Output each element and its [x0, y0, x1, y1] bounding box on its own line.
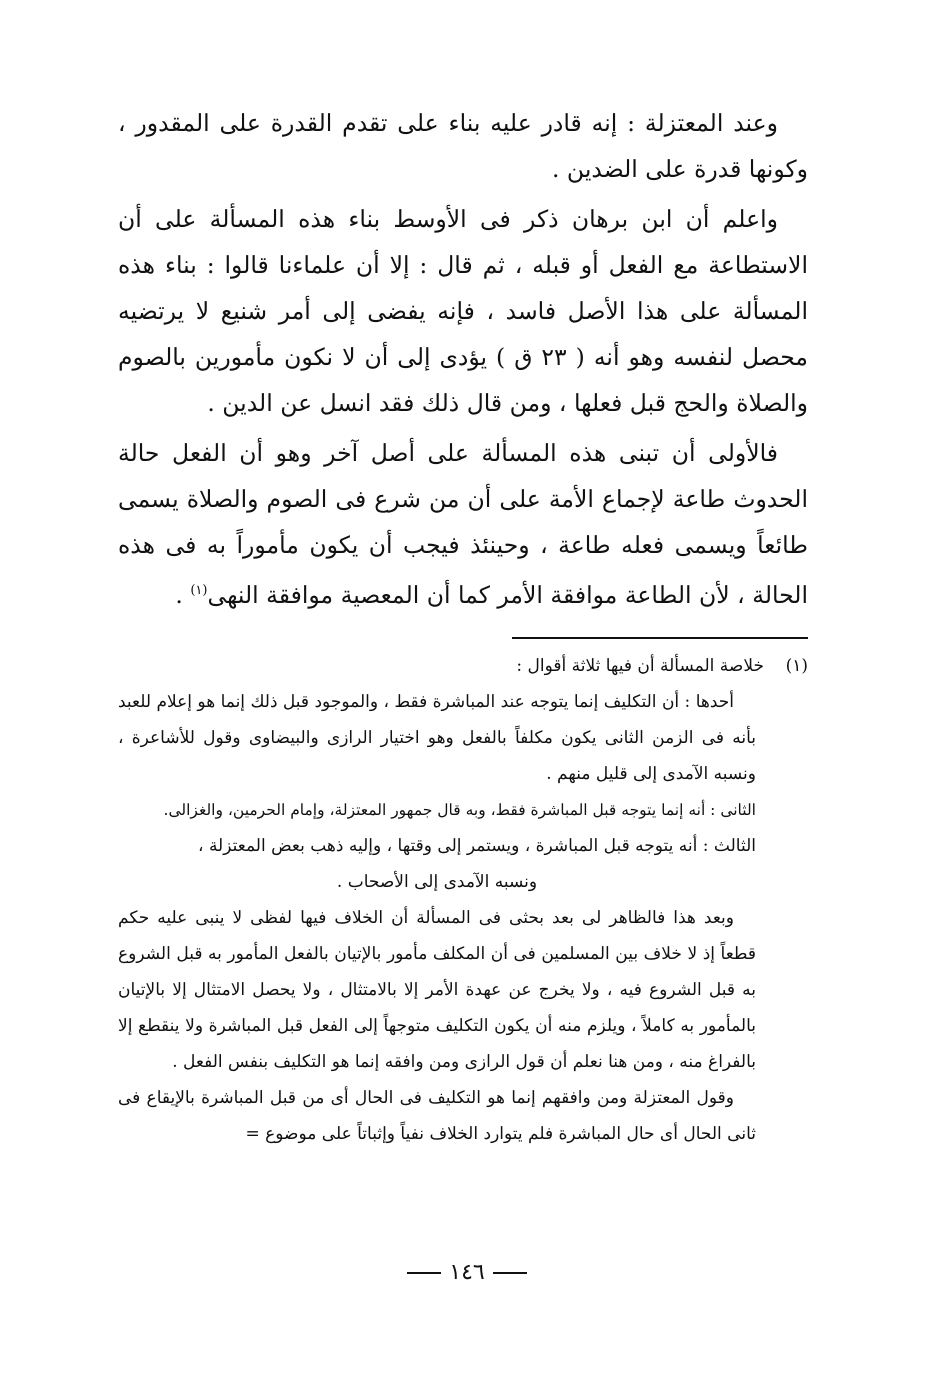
main-text [118, 100, 808, 618]
footnote-heading-row [118, 648, 808, 684]
footnote-body [118, 684, 808, 1152]
footnote-reference[interactable]: (١) [190, 583, 208, 598]
footnote-separator [512, 637, 808, 639]
paragraph-3 [118, 430, 808, 618]
footnote-conclusion: وقول المعتزلة ومن وافقهم إنما هو التكليف فى الحال أى من قبل المباشرة بالإيقاع فى ثانى الحال أى حال المباشرة فلم يتوارد الخلاف نفياً وإثباتاً على موضوع = [118, 1088, 756, 1144]
page-number [0, 1260, 934, 1285]
footnote-second-opinion: الثانى : أنه إنما يتوجه قبل المباشرة فقط، وبه قال جمهور المعتزلة، وإمام الحرمين، والغزالى. [163, 801, 756, 819]
paragraph-2: واعلم أن ابن برهان ذكر فى الأوسط بناء هذه المسألة على أن الاستطاعة مع الفعل أو قبله ، ثم قال : إلا أن علماءنا قالوا : بناء هذه المسألة على هذا الأصل فاسد ، فإنه يفضى إلى أمر شنيع لا يرتضيه محصل لنفسه وهو أنه ( ٢٣ ق ) يؤدى إلى أن لا نكون مأمورين بالصوم والصلاة والحج قبل فعلها ، ومن قال ذلك فقد انسل عن الدين . [118, 205, 808, 417]
footnote-heading: خلاصة المسألة أن فيها ثلاثة أقوال : [516, 656, 764, 676]
page-number-text: ١٤٦ [449, 1260, 485, 1285]
page-number-dash-right [407, 1272, 441, 1274]
paragraph-1: وعند المعتزلة : إنه قادر عليه بناء على تقدم القدرة على المقدور ، وكونها قدرة على الضدين . [118, 109, 808, 183]
footnote-third-opinion: الثالث : أنه يتوجه قبل المباشرة ، ويستمر إلى وقتها ، وإليه ذهب بعض المعتزلة ، [198, 836, 756, 856]
footnote-third-opinion-end: ونسبه الآمدى إلى الأصحاب . [336, 872, 538, 892]
footnote-first-opinion: أحدها : أن التكليف إنما يتوجه عند المباشرة فقط ، والموجود قبل ذلك إنما هو إعلام للعبد بأنه فى الزمن الثانى يكون مكلفاً بالفعل وهو اختيار الرازى والبيضاوى وقول للأشاعرة ، ونسبه الآمدى إلى قليل منهم . [118, 692, 756, 784]
page-number-dash-left [493, 1272, 527, 1274]
paragraph-3-text: فالأولى أن تبنى هذه المسألة على أصل آخر وهو أن الفعل حالة الحدوث طاعة لإجماع الأمة على أن من شرع فى الصوم والصلاة يسمى طائعاً ويسمى فعله طاعة ، وحينئذ فيجب أن يكون مأموراً به فى هذه الحالة ، لأن الطاعة موافقة الأمر كما أن المعصية موافقة النهى [118, 439, 808, 609]
paragraph-3-end: . [175, 580, 191, 609]
footnotes [118, 648, 808, 1152]
footnote-number: (١) [785, 656, 808, 676]
footnote-discussion: وبعد هذا فالظاهر لى بعد بحثى فى المسألة أن الخلاف فيها لفظى لا ينبى عليه حكم قطعاً إذ لا خلاف بين المسلمين فى أن المكلف مأمور بالإتيان بالفعل المأمور به قبل الشروع به قبل الشروع فيه ، ولا يخرج عن عهدة الأمر إلا بالامتثال ، ولا يحصل الامتثال إلا بالإتيان بالمأمور به كاملاً ، ويلزم منه أن يكون التكليف متوجهاً إلى الفعل قبل المباشرة ولا ينقطع إلا بالفراغ منه ، ومن هنا نعلم أن قول الرازى ومن وافقه إنما هو التكليف بنفس الفعل . [118, 908, 756, 1072]
